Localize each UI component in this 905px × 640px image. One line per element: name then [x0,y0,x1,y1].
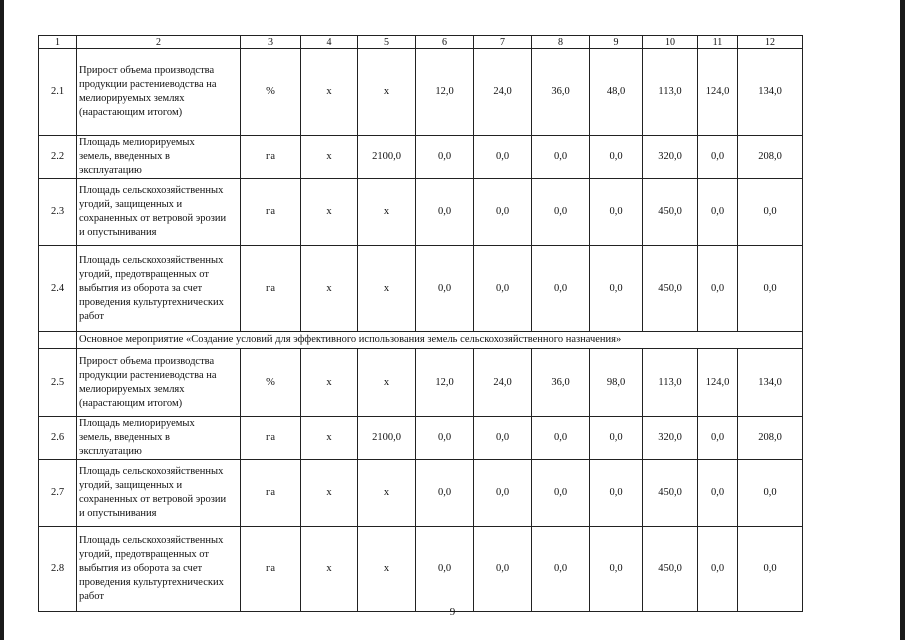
indicator-name [77,460,241,527]
indicator-name [77,527,241,612]
value-cell: 0,0 [590,179,643,246]
table-row [39,460,803,527]
value-cell: 320,0 [643,417,698,460]
value-cell: 0,0 [416,136,474,179]
indicator-name-line: (нарастающим итогом) [79,107,183,118]
value-cell: x [358,246,416,332]
indicator-name-line: угодий, предотвращенных от [79,549,209,560]
indicator-name [77,49,241,136]
indicator-name-line: проведения культуртехнических [79,296,224,308]
indicator-name-line: угодий, защищенных и [79,480,183,491]
value-cell: x [358,349,416,417]
indicator-name-line: выбытия из оборота за счет [79,282,203,294]
indicator-name-line: Площадь сельскохозяйственных [79,535,224,546]
row-number: 2.2 [39,136,77,179]
value-cell: 320,0 [643,136,698,179]
value-cell: 0,0 [698,527,738,612]
unit-cell: га [241,136,301,179]
value-cell: 12,0 [416,49,474,136]
row-number: 2.5 [39,349,77,417]
header-row [39,36,803,49]
indicator-name-line: работ [79,591,104,602]
row-number: 2.4 [39,246,77,332]
value-cell: 36,0 [532,349,590,417]
table-row [39,349,803,417]
value-cell: 0,0 [474,417,532,460]
value-cell: 2100,0 [358,417,416,460]
value-cell: 0,0 [698,460,738,527]
section-row [39,332,803,349]
value-cell: 450,0 [643,179,698,246]
value-cell: 12,0 [416,349,474,417]
row-number: 2.6 [39,417,77,460]
indicator-name-line: эксплуатацию [79,446,142,457]
value-cell: 0,0 [532,527,590,612]
value-cell: 0,0 [474,179,532,246]
value-cell: x [358,49,416,136]
value-cell: x [358,527,416,612]
value-cell: 0,0 [416,527,474,612]
indicator-name-line: земель, введенных в [79,151,170,162]
value-cell: 0,0 [698,136,738,179]
value-cell: 0,0 [474,527,532,612]
value-cell: x [301,460,358,527]
value-cell: 0,0 [532,246,590,332]
value-cell: 113,0 [643,349,698,417]
indicator-name-line: проведения культуртехнических [79,577,224,588]
unit-cell: га [241,246,301,332]
indicator-name-line: и опустынивания [79,227,157,238]
col-header: 11 [698,36,738,49]
value-cell: x [358,179,416,246]
value-cell: x [301,246,358,332]
indicator-name-line: мелиорируемых землях [79,93,185,104]
value-cell: 208,0 [738,417,803,460]
indicator-name-line: продукции растениеводства на [79,79,217,90]
unit-cell: га [241,460,301,527]
unit-cell: га [241,417,301,460]
row-number: 2.3 [39,179,77,246]
indicator-name-line: выбытия из оборота за счет [79,563,203,574]
col-header: 7 [474,36,532,49]
indicator-name-line: сохраненных от ветровой эрозии [79,213,227,224]
row-number: 2.8 [39,527,77,612]
indicator-name-line: работ [79,310,104,322]
value-cell: 0,0 [698,179,738,246]
value-cell: 0,0 [698,417,738,460]
scan-edge-left [0,0,4,640]
value-cell: x [301,349,358,417]
value-cell: 124,0 [698,349,738,417]
indicator-name-line: угодий, предотвращенных от [79,268,209,280]
value-cell: 0,0 [590,417,643,460]
table-row [39,49,803,136]
value-cell: 0,0 [532,136,590,179]
indicator-name-line: Площадь мелиорируемых [79,137,195,148]
value-cell: 134,0 [738,49,803,136]
indicator-name [77,246,241,332]
unit-cell: га [241,179,301,246]
value-cell: 0,0 [416,460,474,527]
indicator-name-line: Прирост объема производства [79,355,215,367]
indicator-name [77,136,241,179]
value-cell: 0,0 [590,136,643,179]
table-row [39,246,803,332]
col-header: 2 [77,36,241,49]
unit-cell: га [241,527,301,612]
indicator-name-line: и опустынивания [79,508,157,519]
value-cell: x [358,460,416,527]
value-cell: 0,0 [474,460,532,527]
value-cell: x [301,49,358,136]
value-cell: x [301,417,358,460]
col-header: 6 [416,36,474,49]
indicator-name-line: Площадь мелиорируемых [79,418,195,429]
value-cell: 0,0 [416,179,474,246]
value-cell: 0,0 [416,246,474,332]
table-row [39,417,803,460]
value-cell: x [301,179,358,246]
page-number: 9 [449,606,456,618]
value-cell: 24,0 [474,349,532,417]
value-cell: 450,0 [643,527,698,612]
value-cell: 134,0 [738,349,803,417]
indicator-name-line: Площадь сельскохозяйственных [79,185,224,196]
table-row [39,527,803,612]
indicator-name-line: эксплуатацию [79,165,142,176]
value-cell: x [301,136,358,179]
indicator-name-line: мелиорируемых землях [79,383,185,395]
indicator-name-line: Площадь сельскохозяйственных [79,254,224,266]
value-cell: 98,0 [590,349,643,417]
value-cell: 0,0 [590,460,643,527]
value-cell: 24,0 [474,49,532,136]
col-header: 4 [301,36,358,49]
indicator-name-line: (нарастающим итогом) [79,397,183,409]
indicator-name-line: продукции растениеводства на [79,369,217,381]
value-cell: 36,0 [532,49,590,136]
table-row [39,136,803,179]
value-cell: 0,0 [738,460,803,527]
value-cell: 0,0 [416,417,474,460]
unit-cell: % [241,49,301,136]
unit-cell: % [241,349,301,417]
indicator-name-line: земель, введенных в [79,432,170,443]
section-row-spacer [39,332,77,349]
value-cell: 0,0 [590,246,643,332]
value-cell: 450,0 [643,460,698,527]
col-header: 5 [358,36,416,49]
indicator-name-line: Площадь сельскохозяйственных [79,466,224,477]
value-cell: 124,0 [698,49,738,136]
indicator-name-line: угодий, защищенных и [79,199,183,210]
value-cell: 0,0 [738,527,803,612]
indicator-name [77,417,241,460]
col-header: 12 [738,36,803,49]
value-cell: 208,0 [738,136,803,179]
col-header: 8 [532,36,590,49]
row-number: 2.1 [39,49,77,136]
value-cell: 0,0 [532,417,590,460]
scan-edge-right [900,0,905,640]
value-cell: 0,0 [590,527,643,612]
col-header: 1 [39,36,77,49]
row-number: 2.7 [39,460,77,527]
indicator-name [77,179,241,246]
table-row [39,179,803,246]
value-cell: 450,0 [643,246,698,332]
value-cell: 0,0 [532,179,590,246]
col-header: 9 [590,36,643,49]
value-cell: 0,0 [474,136,532,179]
indicator-name-line: Прирост объема производства [79,65,215,76]
col-header: 10 [643,36,698,49]
value-cell: 2100,0 [358,136,416,179]
value-cell: 48,0 [590,49,643,136]
value-cell: 0,0 [474,246,532,332]
value-cell: 0,0 [738,179,803,246]
indicator-name-line: сохраненных от ветровой эрозии [79,494,227,505]
value-cell: 0,0 [532,460,590,527]
indicators-table [38,35,803,612]
value-cell: 0,0 [698,246,738,332]
value-cell: 113,0 [643,49,698,136]
value-cell: 0,0 [738,246,803,332]
value-cell: x [301,527,358,612]
section-title: Основное мероприятие «Создание условий для эффективного использования земель сельскохозяйственного назначения» [77,332,803,349]
indicator-name [77,349,241,417]
col-header: 3 [241,36,301,49]
